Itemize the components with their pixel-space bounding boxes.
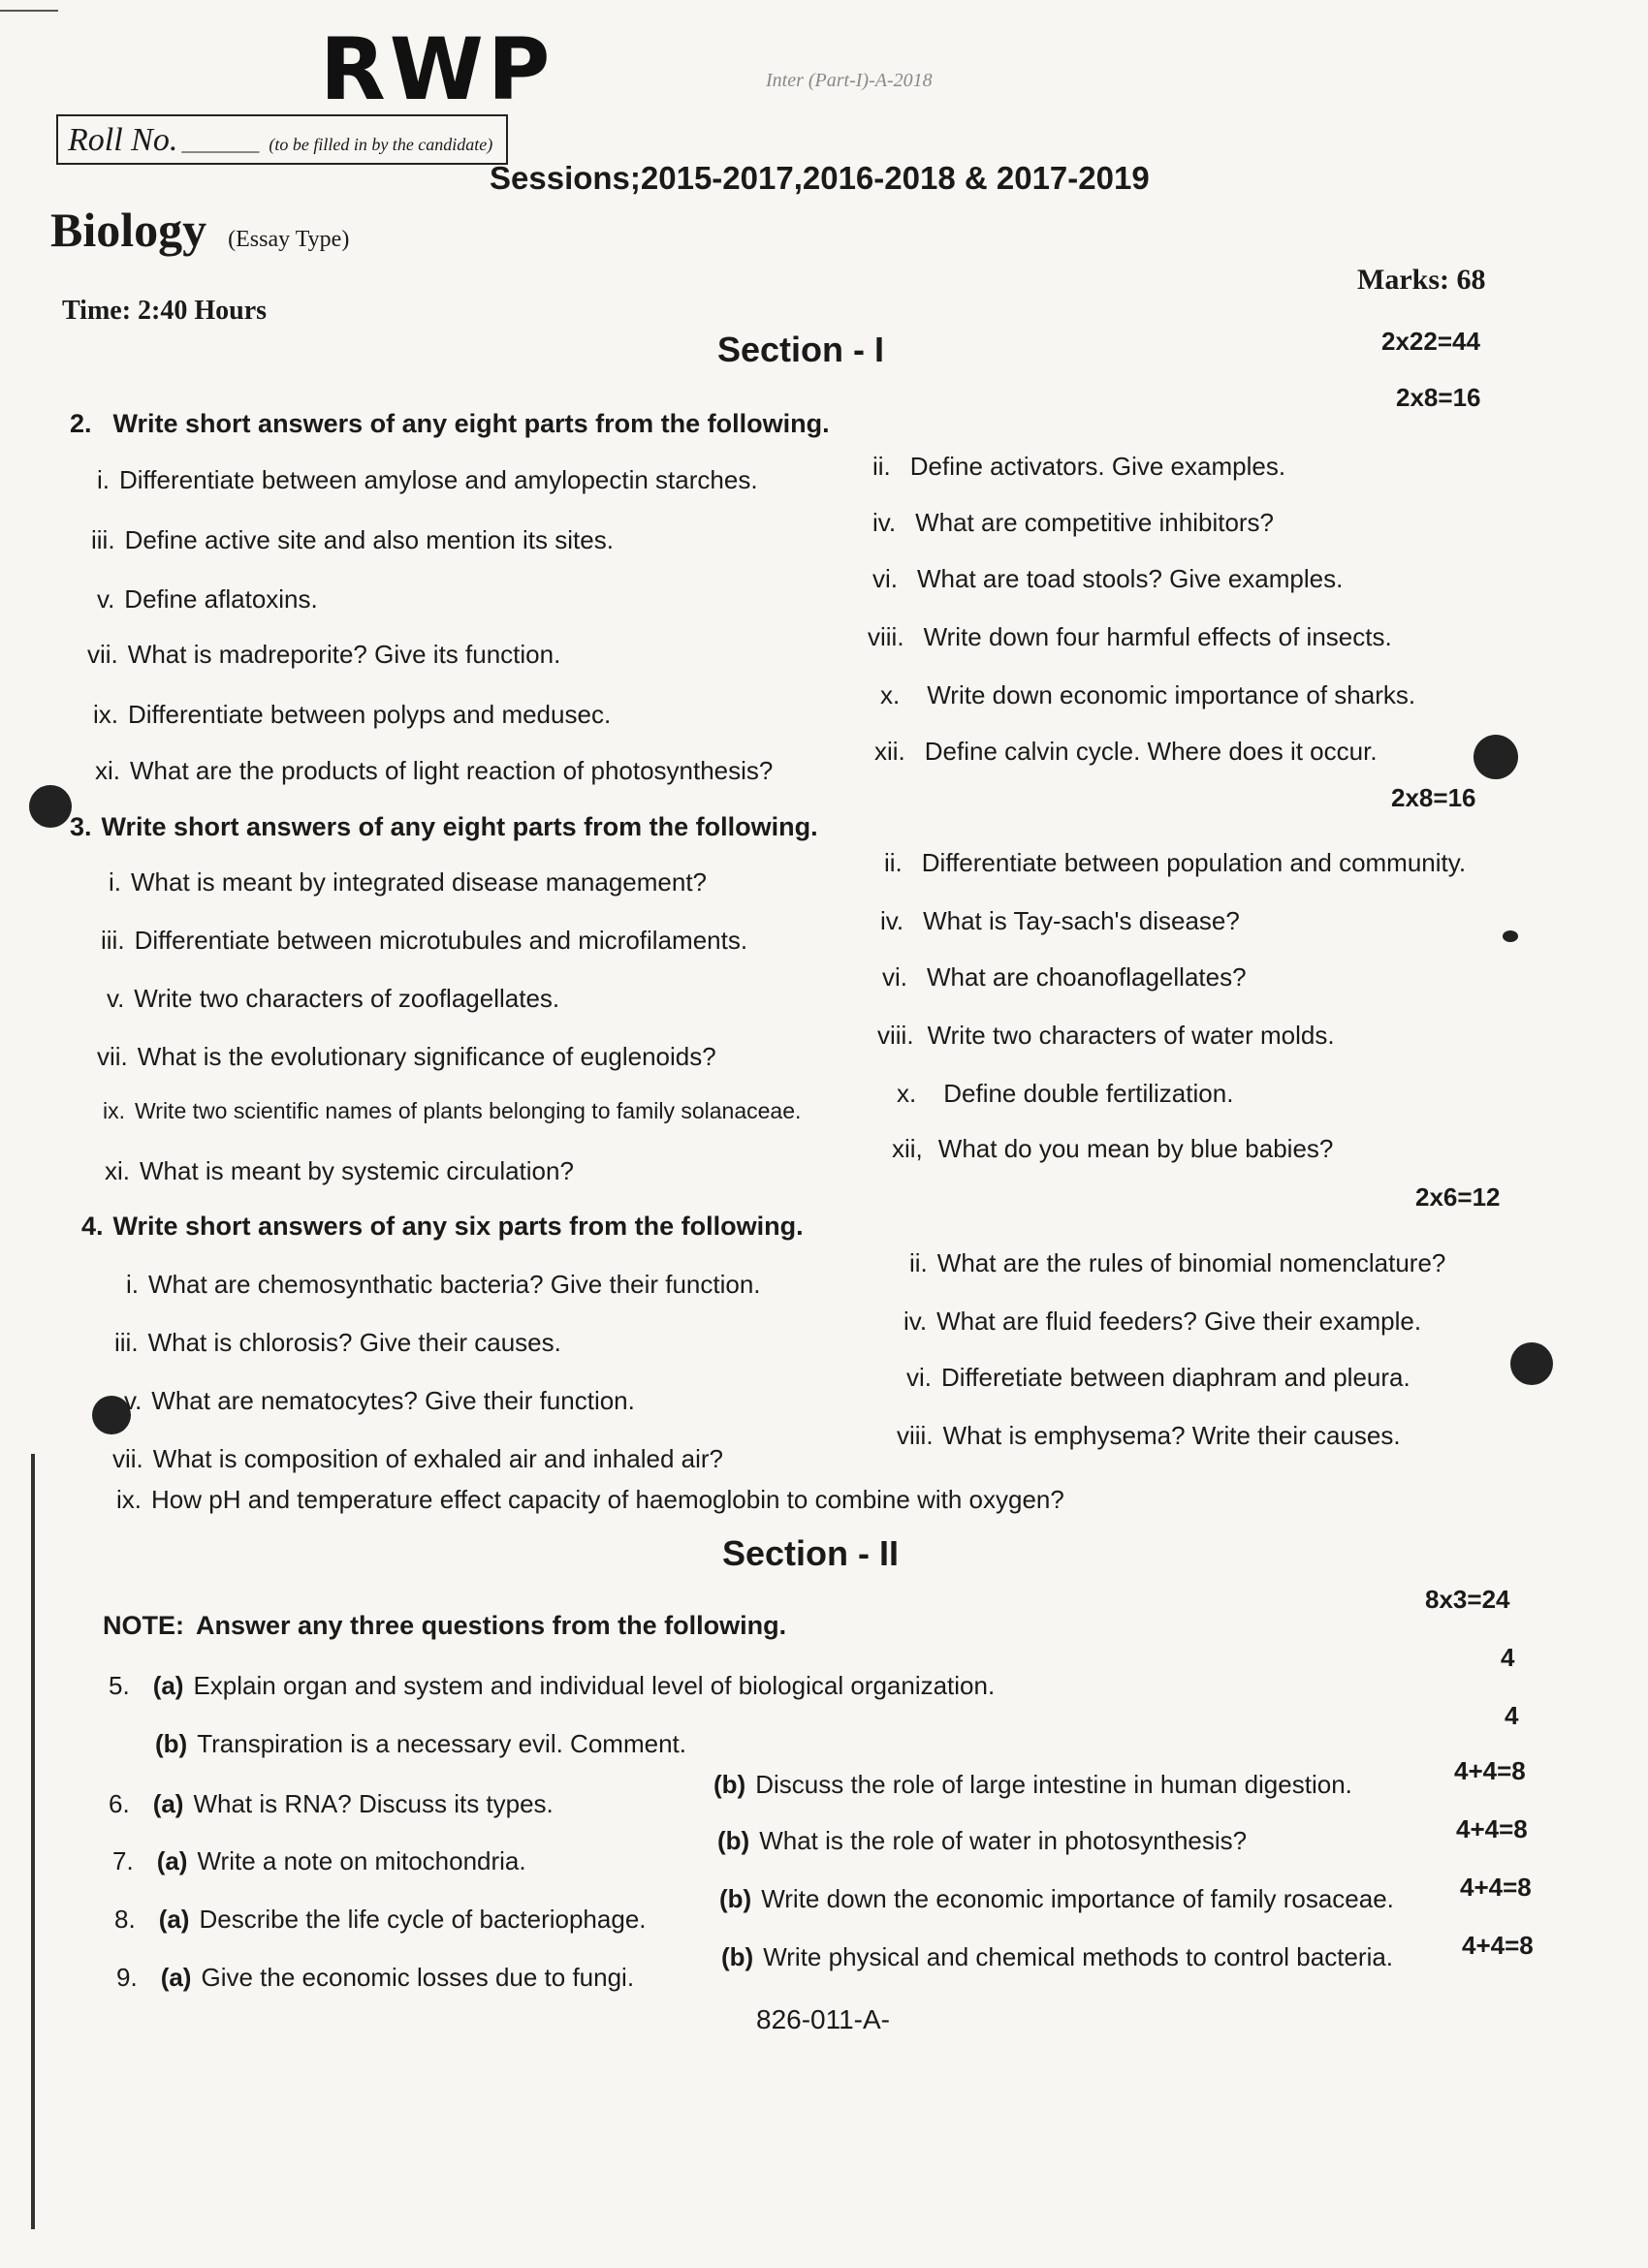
q7-marks: 4+4=8 (1456, 1814, 1528, 1843)
scan-edge-line (31, 1454, 35, 2229)
q4-part: iii. What is chlorosis? Give their causes. (114, 1328, 561, 1357)
q7-part-b: (b) What is the role of water in photosynthesis? (717, 1826, 1248, 1855)
q3-part: x. Define double fertilization. (897, 1079, 1234, 1108)
q2-number: 2. (70, 409, 92, 438)
note-label: NOTE: (103, 1611, 184, 1640)
section-1-title: Section - I (717, 330, 885, 369)
q7-part-a: 7. (a) Write a note on mitochondria. (112, 1846, 526, 1875)
q2-heading (70, 409, 830, 439)
q2-part: iii. Define active site and also mention its sites. (91, 525, 614, 554)
q2-part: ii. Define activators. Give examples. (872, 452, 1286, 481)
ink-spot (1503, 930, 1518, 942)
q3-heading (70, 812, 818, 842)
subject-title (50, 202, 349, 258)
punch-hole-mark (1510, 1342, 1553, 1385)
q5-part-b: (b) Transpiration is a necessary evil. Comment. (155, 1729, 686, 1758)
q3-marks: 2x8=16 (1391, 783, 1476, 812)
q3-part: ix. Write two scientific names of plants belonging to family solanaceae. (103, 1098, 802, 1123)
q4-part: i. What are chemosynthatic bacteria? Give their function. (126, 1270, 761, 1299)
q3-part: v. Write two characters of zooflagellates. (107, 984, 560, 1013)
q3-part: iv. What is Tay-sach's disease? (880, 906, 1240, 935)
q2-heading-text: Write short answers of any eight parts from the following. (112, 409, 830, 438)
q3-part: iii. Differentiate between microtubules and microfilaments. (101, 926, 748, 955)
subject-type: (Essay Type) (228, 227, 350, 252)
q4-heading-text: Write short answers of any six parts from the following. (112, 1212, 804, 1241)
q2-part: x. Write down economic importance of sharks. (880, 680, 1416, 709)
roll-label: Roll No. (68, 122, 178, 158)
q3-part: xi. What is meant by systemic circulation? (105, 1156, 574, 1185)
scan-top-line (0, 10, 58, 12)
q4-part: vi. Differetiate between diaphram and pleura. (906, 1363, 1410, 1392)
board-code: RWP (320, 19, 555, 119)
q2-part: vi. What are toad stools? Give examples. (872, 564, 1344, 593)
roll-number-box[interactable] (56, 114, 508, 165)
punch-hole-mark (29, 785, 72, 828)
total-marks: Marks: 68 (1357, 264, 1486, 296)
q3-part: vii. What is the evolutionary significance of euglenoids? (97, 1042, 716, 1071)
section-2-note (103, 1611, 786, 1641)
section-2-total: 8x3=24 (1425, 1585, 1510, 1614)
q5-part-a: 5. (a) Explain organ and system and individual level of biological organization. (109, 1671, 996, 1700)
q8-part-b: (b) Write down the economic importance of family rosaceae. (719, 1884, 1394, 1913)
paper-reference: Inter (Part-I)-A-2018 (766, 70, 933, 91)
punch-hole-mark (1474, 735, 1518, 779)
q2-part: iv. What are competitive inhibitors? (872, 508, 1275, 537)
roll-blank: ________ (181, 134, 260, 155)
note-text: Answer any three questions from the following. (196, 1611, 787, 1640)
q3-part: i. What is meant by integrated disease management? (109, 867, 708, 897)
q3-part: ii. Differentiate between population and community. (884, 848, 1467, 877)
q3-part: xii, What do you mean by blue babies? (892, 1134, 1334, 1163)
paper-code: 826-011-A- (756, 2004, 891, 2034)
q4-part: v. What are nematocytes? Give their function. (124, 1386, 635, 1415)
q2-part: vii. What is madreporite? Give its function. (87, 640, 561, 669)
q2-part: xii. Define calvin cycle. Where does it occur. (874, 737, 1378, 766)
q4-part: iv. What are fluid feeders? Give their example. (903, 1307, 1422, 1336)
q2-part: v. Define aflatoxins. (97, 584, 318, 614)
roll-hint: (to be filled in by the candidate) (269, 135, 493, 154)
section-1-total: 2x22=44 (1381, 327, 1480, 356)
time-allowed: Time: 2:40 Hours (62, 296, 268, 326)
q2-part: xi. What are the products of light reaction of photosynthesis? (95, 756, 774, 785)
section-2-title: Section - II (722, 1533, 900, 1573)
q2-marks: 2x8=16 (1396, 383, 1481, 412)
q3-number: 3. (70, 812, 92, 841)
q3-part: viii. Write two characters of water molds. (877, 1021, 1335, 1050)
q4-part: ii. What are the rules of binomial nomenclature? (909, 1248, 1446, 1277)
q6-part-a: 6. (a) What is RNA? Discuss its types. (109, 1789, 554, 1818)
q2-part: i. Differentiate between amylose and amylopectin starches. (97, 465, 758, 494)
q2-part: viii. Write down four harmful effects of insects. (868, 622, 1392, 651)
q4-heading (81, 1212, 804, 1242)
q4-marks: 2x6=12 (1415, 1182, 1501, 1212)
q9-marks: 4+4=8 (1462, 1931, 1534, 1960)
q4-part: viii. What is emphysema? Write their causes. (897, 1421, 1401, 1450)
q4-number: 4. (81, 1212, 104, 1241)
q3-part: vi. What are choanoflagellates? (882, 962, 1247, 992)
q9-part-b: (b) Write physical and chemical methods to control bacteria. (721, 1942, 1394, 1971)
q5-b-marks: 4 (1505, 1701, 1519, 1730)
q8-marks: 4+4=8 (1460, 1873, 1532, 1902)
q6-part-b: (b) Discuss the role of large intestine in human digestion. (713, 1770, 1352, 1799)
q3-heading-text: Write short answers of any eight parts from the following. (101, 812, 818, 841)
q9-part-a: 9. (a) Give the economic losses due to fungi. (116, 1963, 635, 1992)
q2-part: ix. Differentiate between polyps and medusec. (93, 700, 612, 729)
q4-part: ix. How pH and temperature effect capacity of haemoglobin to combine with oxygen? (116, 1485, 1064, 1514)
sessions: Sessions;2015-2017,2016-2018 & 2017-2019 (490, 160, 1150, 196)
subject-name: Biology (50, 203, 207, 257)
q5-a-marks: 4 (1501, 1643, 1515, 1672)
q8-part-a: 8. (a) Describe the life cycle of bacteriophage. (114, 1905, 647, 1934)
q4-part: vii. What is composition of exhaled air and inhaled air? (112, 1444, 724, 1473)
q6-marks: 4+4=8 (1454, 1756, 1526, 1785)
